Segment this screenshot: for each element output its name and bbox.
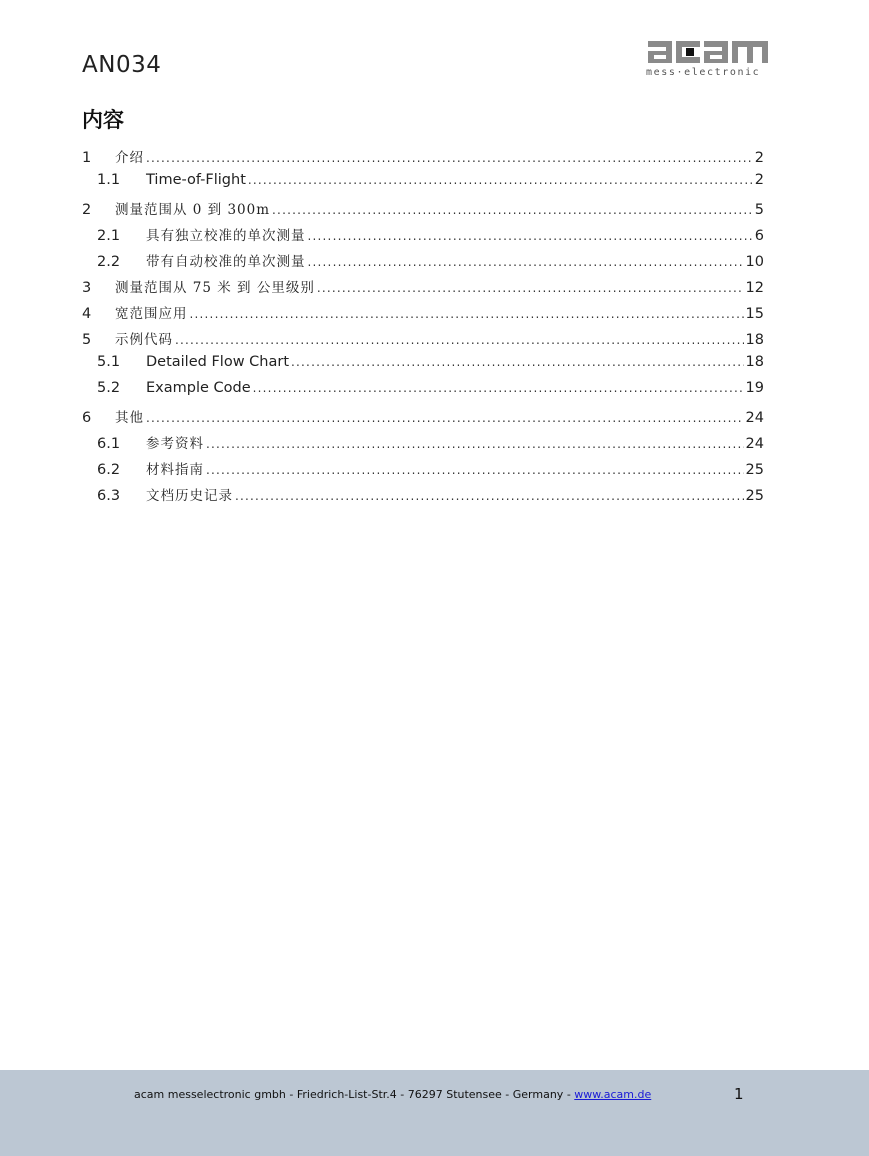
toc-entry-label: 介绍 [115, 150, 144, 166]
toc-entry[interactable] [82, 198, 764, 224]
toc-leader-dots [175, 333, 744, 347]
document-id: AN034 [82, 52, 162, 78]
logo-subtitle: mess·electronic [646, 67, 761, 78]
toc-leader-dots [308, 229, 753, 243]
toc-entry[interactable] [82, 276, 764, 302]
toc-leader-dots [291, 355, 744, 369]
footer-address [134, 1088, 651, 1101]
toc-leader-dots [317, 281, 744, 295]
toc-entry-page: 19 [745, 380, 764, 396]
toc-entry-number: 5.1 [97, 354, 121, 370]
toc-entry-label: 文档历史记录 [146, 488, 233, 504]
toc-leader-dots [206, 463, 744, 477]
toc-leader-dots [146, 411, 744, 425]
toc-entry-number: 2 [82, 202, 92, 218]
toc-entry-label: 参考资料 [146, 436, 204, 452]
toc-entry[interactable] [82, 224, 764, 250]
toc-entry-page: 18 [745, 354, 764, 370]
toc-entry-label: 测量范围从 75 米 到 公里级别 [115, 280, 315, 296]
page-number: 1 [734, 1085, 744, 1103]
toc-entry[interactable] [82, 250, 764, 276]
acam-logo [646, 35, 772, 78]
toc-leader-dots [272, 203, 753, 217]
toc-entry-number: 2.2 [97, 254, 121, 270]
toc-entry-label: 材料指南 [146, 462, 204, 478]
toc-entry[interactable] [82, 380, 764, 406]
table-of-contents [82, 146, 764, 510]
footer-address-text: acam messelectronic gmbh - Friedrich-List-Str.4 - 76297 Stutensee - Germany - [134, 1088, 575, 1101]
toc-entry-page: 6 [754, 228, 764, 244]
toc-entry-number: 6 [82, 410, 92, 426]
toc-entry[interactable] [82, 354, 764, 380]
toc-entry-page: 25 [745, 462, 764, 478]
toc-entry-number: 4 [82, 306, 92, 322]
toc-entry-label: 宽范围应用 [115, 306, 188, 322]
toc-entry[interactable] [82, 406, 764, 432]
toc-leader-dots [235, 489, 744, 503]
toc-entry-number: 1 [82, 150, 92, 166]
footer-website-link[interactable]: www.acam.de [574, 1088, 652, 1101]
toc-entry[interactable] [82, 458, 764, 484]
toc-entry-number: 5.2 [97, 380, 121, 396]
toc-entry-page: 15 [745, 306, 764, 322]
toc-entry[interactable] [82, 302, 764, 328]
toc-entry-number: 6.2 [97, 462, 121, 478]
acam-logo-mark [646, 35, 770, 65]
toc-entry-page: 5 [754, 202, 764, 218]
toc-leader-dots [146, 151, 753, 165]
toc-entry-page: 25 [745, 488, 764, 504]
toc-entry-page: 12 [745, 280, 764, 296]
toc-entry-number: 2.1 [97, 228, 121, 244]
toc-leader-dots [248, 173, 753, 187]
toc-entry-label: Detailed Flow Chart [146, 354, 290, 370]
toc-leader-dots [190, 307, 744, 321]
toc-entry[interactable] [82, 146, 764, 172]
toc-leader-dots [308, 255, 744, 269]
toc-entry-number: 6.1 [97, 436, 121, 452]
toc-entry-label: 具有独立校准的单次测量 [146, 228, 306, 244]
toc-entry-page: 10 [745, 254, 764, 270]
toc-entry-number: 6.3 [97, 488, 121, 504]
toc-entry-label: Example Code [146, 380, 251, 396]
toc-entry-number: 1.1 [97, 172, 121, 188]
toc-entry-number: 3 [82, 280, 92, 296]
toc-entry[interactable] [82, 432, 764, 458]
toc-entry-label: 测量范围从 0 到 300m [115, 202, 271, 218]
toc-leader-dots [206, 437, 744, 451]
toc-entry[interactable] [82, 484, 764, 510]
toc-entry-number: 5 [82, 332, 92, 348]
toc-entry-page: 24 [745, 410, 764, 426]
page-footer [0, 1070, 869, 1156]
toc-entry-page: 2 [754, 172, 764, 188]
toc-entry-label: Time-of-Flight [146, 172, 246, 188]
toc-leader-dots [253, 381, 744, 395]
toc-entry-page: 2 [754, 150, 764, 166]
toc-entry-label: 带有自动校准的单次测量 [146, 254, 306, 270]
toc-entry[interactable] [82, 328, 764, 354]
toc-entry-label: 其他 [115, 410, 144, 426]
toc-title: 内容 [82, 108, 124, 132]
toc-entry[interactable] [82, 172, 764, 198]
toc-entry-page: 24 [745, 436, 764, 452]
toc-entry-page: 18 [745, 332, 764, 348]
toc-entry-label: 示例代码 [115, 332, 173, 348]
